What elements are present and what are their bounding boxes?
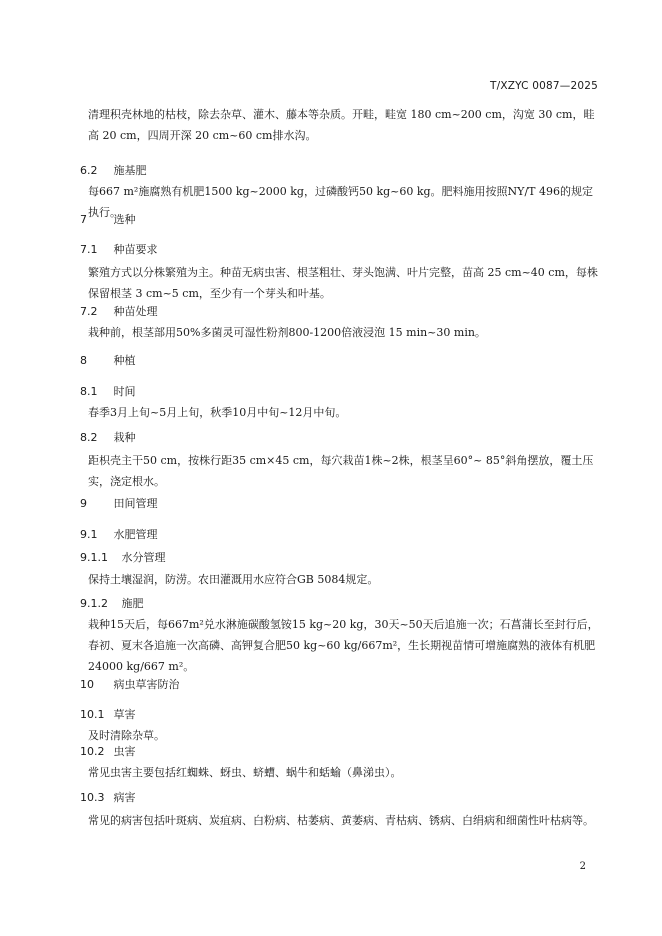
heading-7-1 [80, 242, 158, 258]
heading-title: 草害 [113, 708, 136, 721]
heading-number: 7.1 [80, 243, 98, 256]
paragraph-field-clearing: 清理积壳林地的枯枝，除去杂草、灌木、藤本等杂质。开畦，畦宽 180 cm~200 cm，沟宽 30 cm，畦高 20 cm，四周开深 20 cm~60 cm排水沟。 [88, 108, 595, 142]
heading-9-1-1 [80, 550, 166, 566]
heading-9-1 [80, 527, 158, 543]
paragraph-planting-method: 距枳壳主干50 cm，按株行距35 cm×45 cm，每穴栽苗1株~2株，根茎呈60°~ 85°斜角摆放，覆土压实，浇定根水。 [88, 454, 594, 488]
heading-title: 田间管理 [113, 497, 158, 510]
heading-8-1 [80, 384, 136, 400]
heading-title: 种苗要求 [113, 243, 158, 256]
heading-number: 9.1 [80, 528, 98, 541]
heading-number: 8.2 [80, 431, 98, 444]
heading-title: 虫害 [113, 745, 136, 758]
heading-title: 时间 [113, 385, 136, 398]
heading-10-2 [80, 744, 136, 760]
heading-title: 选种 [113, 213, 136, 226]
heading-8 [80, 353, 136, 369]
heading-8-2 [80, 430, 136, 446]
heading-6-2 [80, 163, 147, 179]
heading-number: 10.3 [80, 791, 105, 804]
paragraph-seedling-requirements: 繁殖方式以分株繁殖为主。种苗无病虫害、根茎粗壮、芽头饱满、叶片完整，苗高 25 cm~40 cm，每株保留根茎 3 cm~5 cm，至少有一个芽头和叶基。 [88, 266, 598, 300]
heading-number: 10.2 [80, 745, 105, 758]
heading-title: 栽种 [113, 431, 136, 444]
heading-10 [80, 677, 180, 693]
heading-title: 施基肥 [113, 164, 147, 177]
heading-10-3 [80, 790, 136, 806]
heading-title: 病害 [113, 791, 136, 804]
heading-number: 7.2 [80, 305, 98, 318]
heading-number: 9 [80, 497, 87, 510]
heading-9 [80, 496, 158, 512]
heading-number: 7 [80, 213, 87, 226]
heading-7 [80, 212, 136, 228]
heading-number: 6.2 [80, 164, 98, 177]
heading-title: 种植 [113, 354, 136, 367]
paragraph-disease-control: 常见的病害包括叶斑病、炭疽病、白粉病、枯萎病、黄萎病、青枯病、锈病、白绢病和细菌性叶枯病等。 [88, 814, 594, 827]
paragraph-pest-control: 常见虫害主要包括红蜘蛛、蚜虫、蛴螬、蜗牛和蛞蝓（鼻涕虫）。 [88, 766, 402, 779]
heading-number: 9.1.1 [80, 551, 108, 564]
heading-9-1-2 [80, 596, 144, 612]
heading-title: 水分管理 [121, 551, 166, 564]
heading-title: 施肥 [121, 597, 144, 610]
document-code: T/XZYC 0087—2025 [490, 80, 598, 92]
paragraph-weed-control: 及时清除杂草。 [88, 729, 165, 742]
heading-number: 10 [80, 678, 94, 691]
heading-7-2 [80, 304, 158, 320]
heading-number: 8 [80, 354, 87, 367]
heading-title: 种苗处理 [113, 305, 158, 318]
paragraph-seedling-treatment: 栽种前，根茎部用50%多菌灵可湿性粉剂800-1200倍液浸泡 15 min~30 min。 [88, 326, 486, 339]
heading-10-1 [80, 707, 136, 723]
heading-number: 9.1.2 [80, 597, 108, 610]
paragraph-base-fertilizer: 每667 m²施腐熟有机肥1500 kg~2000 kg，过磷酸钙50 kg~60 kg。肥料施用按照NY/T 496的规定执行。 [88, 185, 593, 219]
paragraph-planting-time: 春季3月上旬~5月上旬，秋季10月中旬~12月中旬。 [88, 406, 347, 419]
paragraph-water-management: 保持土壤湿润，防涝。农田灌溉用水应符合GB 5084规定。 [88, 573, 379, 586]
heading-number: 8.1 [80, 385, 98, 398]
heading-number: 10.1 [80, 708, 105, 721]
heading-title: 水肥管理 [113, 528, 158, 541]
page-number: 2 [579, 861, 586, 872]
paragraph-topdressing: 栽种15天后，每667m²兑水淋施碳酸氢铵15 kg~20 kg，30天~50天后追施一次；石菖蒲长至封行后，春初、夏末各追施一次高磷、高钾复合肥50 kg~60 kg/667m²，生长期视苗情可增施腐熟的液体有机肥24000 kg/667 m²。 [88, 618, 599, 673]
heading-title: 病虫草害防治 [113, 678, 180, 691]
